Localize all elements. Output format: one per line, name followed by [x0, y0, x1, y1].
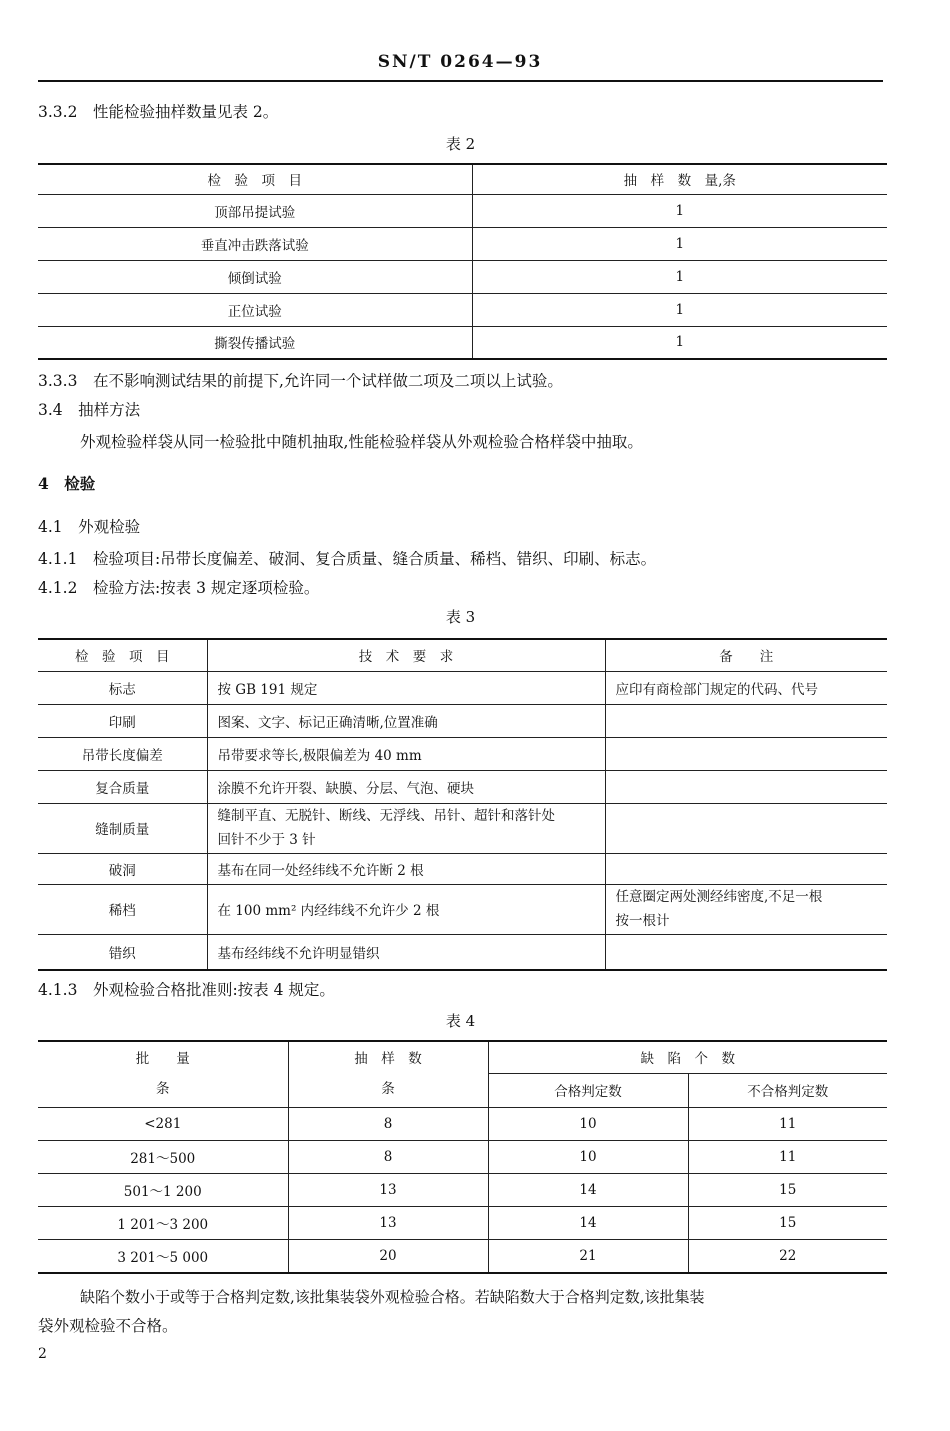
clause-4-1: 4.1 外观检验 — [38, 518, 141, 536]
table3-remark — [605, 853, 887, 884]
table-row — [38, 934, 887, 970]
table3-caption: 表 3 — [445, 608, 476, 626]
table4-cell: 281～500 — [38, 1140, 288, 1173]
table-row — [38, 671, 887, 704]
table3-requirement-line: 缝制平直、无脱针、断线、无浮线、吊针、超针和落针处 — [217, 808, 555, 824]
table4-cell: 8 — [288, 1107, 488, 1140]
table4-cell: <281 — [38, 1107, 288, 1140]
table4-cell: 11 — [688, 1140, 887, 1173]
clause-3-4-body: 外观检验样袋从同一检验批中随机抽取,性能检验样袋从外观检验合格样袋中抽取。 — [80, 433, 643, 451]
table2-header-item: 检 验 项 目 — [38, 164, 472, 194]
table3-requirement: 图案、文字、标记正确清晰,位置准确 — [207, 704, 605, 737]
table-row — [38, 194, 887, 227]
table4-header-accept: 合格判定数 — [488, 1073, 688, 1107]
table4-header-reject: 不合格判定数 — [688, 1073, 887, 1107]
table-row — [38, 704, 887, 737]
table3-item: 缝制质量 — [38, 803, 207, 853]
table4-header-sample-label: 抽 样 数 — [354, 1051, 422, 1068]
table2-cell: 1 — [472, 194, 887, 227]
table3-requirement-multiline — [207, 803, 605, 853]
table4-header-sample — [288, 1041, 488, 1107]
table3-header-remark: 备 注 — [605, 639, 887, 671]
table-row — [38, 884, 887, 934]
table-row — [38, 770, 887, 803]
table4-cell: 3 201～5 000 — [38, 1239, 288, 1273]
table3-requirement: 涂膜不允许开裂、缺膜、分层、气泡、硬块 — [207, 770, 605, 803]
table4-cell: 21 — [488, 1239, 688, 1273]
table-row — [38, 1140, 887, 1173]
clause-4-1-3: 4.1.3 外观检验合格批准则:按表 4 规定。 — [38, 981, 335, 999]
table2-cell: 撕裂传播试验 — [38, 326, 472, 359]
table3-remark — [605, 770, 887, 803]
clause-3-3-3: 3.3.3 在不影响测试结果的前提下,允许同一个试样做二项及二项以上试验。 — [38, 372, 563, 390]
table-row — [38, 1206, 887, 1239]
table-row — [38, 803, 887, 853]
table-2 — [38, 163, 887, 360]
table3-remark — [605, 803, 887, 853]
table4-header-sample-unit: 条 — [381, 1081, 395, 1098]
table3-remark — [605, 934, 887, 970]
clause-3-4: 3.4 抽样方法 — [38, 401, 141, 419]
standard-code: SN/T 0264—93 — [377, 52, 543, 72]
table4-cell: 10 — [488, 1140, 688, 1173]
table4-cell: 20 — [288, 1239, 488, 1273]
table4-header-batch — [38, 1041, 288, 1107]
table4-cell: 15 — [688, 1206, 887, 1239]
table2-cell: 正位试验 — [38, 293, 472, 326]
table3-remark — [605, 737, 887, 770]
table3-requirement: 基布在同一处经纬线不允许断 2 根 — [207, 853, 605, 884]
table4-caption: 表 4 — [445, 1012, 476, 1030]
table2-caption: 表 2 — [445, 135, 476, 153]
table4-cell: 13 — [288, 1206, 488, 1239]
table-4 — [38, 1040, 887, 1274]
clause-3-3-2: 3.3.2 性能检验抽样数量见表 2。 — [38, 103, 279, 121]
table4-cell: 14 — [488, 1206, 688, 1239]
table-row — [38, 260, 887, 293]
page-number: 2 — [38, 1346, 47, 1362]
table-row — [38, 1173, 887, 1206]
clause-4-1-2: 4.1.2 检验方法:按表 3 规定逐项检验。 — [38, 579, 320, 597]
table3-requirement: 在 100 mm² 内经纬线不允许少 2 根 — [207, 884, 605, 934]
table4-cell: 11 — [688, 1107, 887, 1140]
table3-item: 复合质量 — [38, 770, 207, 803]
table4-cell: 8 — [288, 1140, 488, 1173]
table3-remark: 应印有商检部门规定的代码、代号 — [605, 671, 887, 704]
closing-paragraph-line-2: 袋外观检验不合格。 — [38, 1317, 178, 1335]
table-row — [38, 737, 887, 770]
table3-item: 错织 — [38, 934, 207, 970]
table3-item: 吊带长度偏差 — [38, 737, 207, 770]
table2-header-count: 抽 样 数 量,条 — [472, 164, 887, 194]
table4-header-batch-label: 批 量 — [135, 1051, 190, 1068]
table-3 — [38, 638, 887, 971]
header-rule — [38, 80, 883, 82]
table3-header-item: 检 验 项 目 — [38, 639, 207, 671]
table2-cell: 顶部吊提试验 — [38, 194, 472, 227]
clause-4-1-1: 4.1.1 检验项目:吊带长度偏差、破洞、复合质量、缝合质量、稀档、错织、印刷、标志。 — [38, 550, 657, 568]
table2-cell: 1 — [472, 326, 887, 359]
table-row — [38, 853, 887, 884]
table3-requirement-line: 回针不少于 3 针 — [217, 832, 316, 848]
table3-item: 稀档 — [38, 884, 207, 934]
table-row — [38, 326, 887, 359]
table3-remark-line: 任意圈定两处测经纬密度,不足一根 — [615, 889, 823, 905]
table4-cell: 22 — [688, 1239, 887, 1273]
table3-item: 破洞 — [38, 853, 207, 884]
table2-cell: 1 — [472, 227, 887, 260]
table4-header-batch-unit: 条 — [156, 1081, 170, 1098]
table-row — [38, 1107, 887, 1140]
table-row — [38, 293, 887, 326]
table3-remark-line: 按一根计 — [615, 913, 670, 929]
table2-cell: 垂直冲击跌落试验 — [38, 227, 472, 260]
table3-header-requirement: 技 术 要 求 — [207, 639, 605, 671]
table4-cell: 14 — [488, 1173, 688, 1206]
table-row — [38, 227, 887, 260]
table3-requirement: 按 GB 191 规定 — [207, 671, 605, 704]
table4-cell: 15 — [688, 1173, 887, 1206]
table4-cell: 13 — [288, 1173, 488, 1206]
table3-requirement: 吊带要求等长,极限偏差为 40 mm — [207, 737, 605, 770]
table4-cell: 10 — [488, 1107, 688, 1140]
table3-remark — [605, 704, 887, 737]
table4-cell: 1 201～3 200 — [38, 1206, 288, 1239]
table4-cell: 501～1 200 — [38, 1173, 288, 1206]
table-row — [38, 1239, 887, 1273]
table3-requirement: 基布经纬线不允许明显错织 — [207, 934, 605, 970]
section-4-heading: 4 检验 — [38, 474, 96, 493]
table4-header-defects: 缺 陷 个 数 — [488, 1041, 887, 1073]
table3-remark-multiline — [605, 884, 887, 934]
table2-cell: 倾倒试验 — [38, 260, 472, 293]
table2-cell: 1 — [472, 293, 887, 326]
closing-paragraph-line-1: 缺陷个数小于或等于合格判定数,该批集装袋外观检验合格。若缺陷数大于合格判定数,该批集装 — [80, 1288, 705, 1306]
table3-item: 印刷 — [38, 704, 207, 737]
table2-cell: 1 — [472, 260, 887, 293]
table3-item: 标志 — [38, 671, 207, 704]
